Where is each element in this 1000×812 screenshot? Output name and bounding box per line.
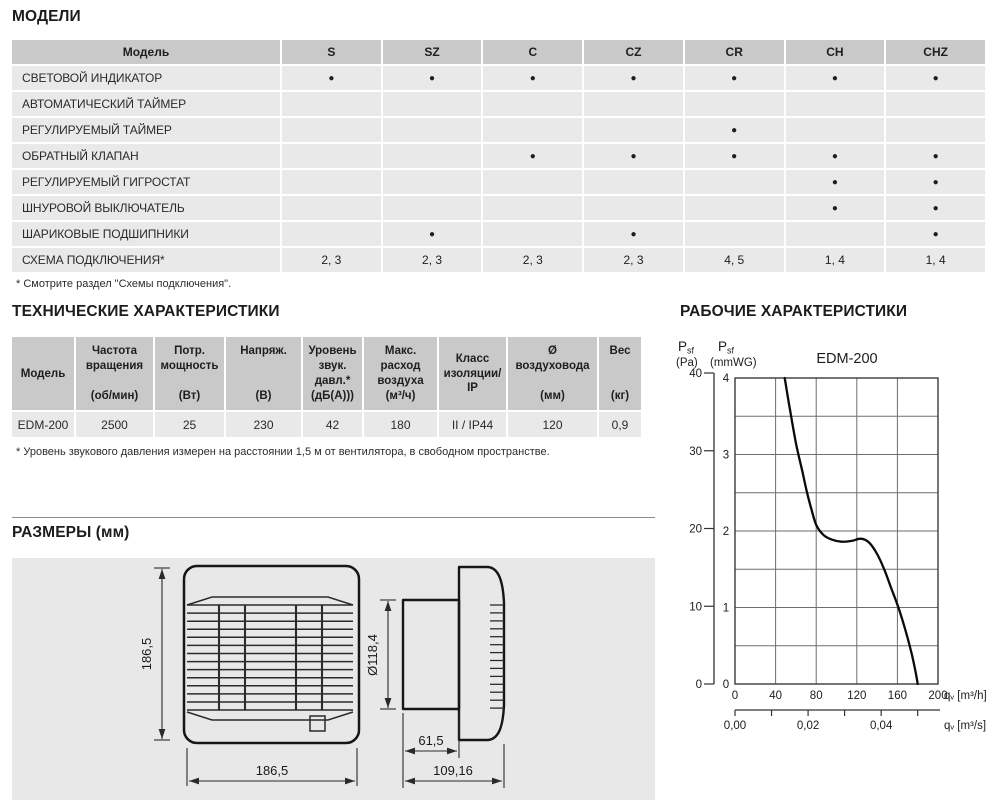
- models-col-header-S: S: [282, 40, 381, 64]
- dim-duct-diameter: [365, 600, 396, 709]
- tech-col-label: Потр. мощность: [160, 345, 219, 372]
- feature-cell: [383, 170, 482, 194]
- models-col-header-C: C: [483, 40, 582, 64]
- x-tick-label: 0: [731, 690, 739, 702]
- tech-footnote: * Уровень звукового давления измерен на расстоянии 1,5 м от вентилятора, в свободном пространстве.: [16, 446, 550, 458]
- feature-dot-cell: ●: [886, 170, 985, 194]
- tech-specs-table: [12, 337, 641, 437]
- feature-dot-cell: ●: [383, 222, 482, 246]
- feature-dot-cell: ●: [886, 222, 985, 246]
- feature-label: ОБРАТНЫЙ КЛАПАН: [12, 144, 280, 168]
- feature-cell: 2, 3: [383, 248, 482, 272]
- mmwg-tick-label: 0: [722, 679, 730, 691]
- sec-x-tick-label: 0,04: [869, 720, 893, 732]
- dimensions-drawing: [12, 558, 655, 800]
- models-footnote: * Смотрите раздел "Схемы подключения".: [16, 278, 232, 290]
- feature-cell: [886, 118, 985, 142]
- models-col-header-CZ: CZ: [584, 40, 683, 64]
- feature-cell: [685, 222, 784, 246]
- switch-square: [310, 716, 325, 731]
- tech-col-label: Частота вращения: [85, 345, 144, 372]
- dimensions-heading: РАЗМЕРЫ (мм): [12, 524, 130, 541]
- chart-title: EDM-200: [816, 351, 878, 367]
- feature-cell: [685, 92, 784, 116]
- feature-dot-cell: ●: [786, 144, 885, 168]
- tech-col-header: [508, 337, 597, 410]
- x-tick-label: 80: [809, 690, 823, 702]
- feature-cell: 1, 4: [886, 248, 985, 272]
- feature-cell: [786, 222, 885, 246]
- tech-col-unit: (об/мин): [90, 390, 139, 403]
- feature-cell: [383, 118, 482, 142]
- tech-value-cell: 180: [364, 412, 437, 437]
- tech-col-header: [439, 337, 506, 410]
- dim-front-height: [139, 568, 170, 740]
- feature-cell: [383, 92, 482, 116]
- pa-tick-label: 20: [689, 523, 702, 536]
- grille-louvers: [187, 605, 353, 710]
- mmwg-tick-label: 4: [722, 373, 730, 385]
- feature-cell: [483, 196, 582, 220]
- tech-col-label: Ø воздуховода: [515, 345, 590, 372]
- y-axis-label-pa: Psf: [678, 339, 695, 356]
- feature-cell: 2, 3: [584, 248, 683, 272]
- feature-label: СХЕМА ПОДКЛЮЧЕНИЯ*: [12, 248, 280, 272]
- feature-cell: [886, 92, 985, 116]
- feature-cell: [282, 144, 381, 168]
- feature-dot-cell: ●: [685, 66, 784, 90]
- feature-cell: [383, 196, 482, 220]
- dim-label-total-depth: 109,16: [433, 763, 473, 778]
- x-tick-label: 120: [847, 690, 867, 702]
- feature-cell: 4, 5: [685, 248, 784, 272]
- feature-dot-cell: ●: [282, 66, 381, 90]
- fan-side-view: [403, 567, 504, 740]
- feature-cell: [483, 92, 582, 116]
- models-col-header-CH: CH: [786, 40, 885, 64]
- feature-cell: [584, 170, 683, 194]
- feature-cell: [584, 118, 683, 142]
- dim-label-duct-length: 61,5: [418, 733, 444, 748]
- feature-cell: [282, 222, 381, 246]
- tech-col-header: [12, 337, 74, 410]
- feature-cell: [282, 118, 381, 142]
- tech-value-cell: 42: [303, 412, 362, 437]
- tech-value-cell: EDM-200: [12, 412, 74, 437]
- feature-label: РЕГУЛИРУЕМЫЙ ГИГРОСТАТ: [12, 170, 280, 194]
- pa-tick-label: 40: [689, 368, 702, 380]
- y-axis-unit-pa: (Pa): [676, 357, 698, 369]
- tech-col-header: [155, 337, 224, 410]
- mmwg-tick-label: 2: [722, 526, 730, 538]
- side-fins: [490, 605, 504, 708]
- feature-dot-cell: ●: [685, 144, 784, 168]
- tech-value-cell: 0,9: [599, 412, 641, 437]
- feature-dot-cell: ●: [483, 66, 582, 90]
- feature-cell: [584, 92, 683, 116]
- tech-col-unit: (м³/ч): [385, 390, 416, 403]
- tech-col-header: [76, 337, 153, 410]
- tech-col-header: [599, 337, 641, 410]
- tech-col-unit: (кг): [610, 390, 630, 403]
- mmwg-tick-label: 1: [722, 602, 730, 615]
- x-tick-label: 40: [769, 690, 782, 702]
- feature-label: СВЕТОВОЙ ИНДИКАТОР: [12, 66, 280, 90]
- x-tick-label: 200: [928, 690, 948, 702]
- fan-front-view: [184, 566, 359, 743]
- sec-x-axis-unit: qᵥ [m³/s]: [944, 720, 987, 732]
- tech-col-label: Класс изоляции/ IP: [443, 352, 502, 395]
- sec-x-tick-label: 0,00: [723, 720, 747, 732]
- tech-value-cell: 2500: [76, 412, 153, 437]
- feature-cell: [685, 170, 784, 194]
- feature-label: РЕГУЛИРУЕМЫЙ ТАЙМЕР: [12, 118, 280, 142]
- feature-dot-cell: ●: [786, 66, 885, 90]
- feature-cell: [483, 170, 582, 194]
- y-axis-unit-mmwg: (mmWG): [710, 357, 757, 369]
- mmwg-tick-label: 3: [722, 449, 730, 462]
- feature-dot-cell: ●: [584, 144, 683, 168]
- sec-x-tick-label: 0,02: [796, 720, 820, 732]
- feature-label: ШНУРОВОЙ ВЫКЛЮЧАТЕЛЬ: [12, 196, 280, 220]
- feature-cell: [383, 144, 482, 168]
- tech-col-unit: (Вт): [178, 390, 201, 403]
- performance-chart: [670, 333, 1000, 755]
- feature-cell: [282, 92, 381, 116]
- feature-dot-cell: ●: [886, 196, 985, 220]
- pa-tick-label: 30: [689, 445, 702, 458]
- tech-col-label: Макс. расход воздуха: [377, 345, 424, 387]
- tech-value-cell: 25: [155, 412, 224, 437]
- tech-col-unit: (дБ(А))): [310, 390, 355, 403]
- feature-cell: [685, 196, 784, 220]
- tech-col-label: Модель: [20, 367, 66, 380]
- feature-dot-cell: ●: [483, 144, 582, 168]
- feature-dot-cell: ●: [584, 222, 683, 246]
- feature-cell: [786, 118, 885, 142]
- feature-label: АВТОМАТИЧЕСКИЙ ТАЙМЕР: [12, 92, 280, 116]
- feature-dot-cell: ●: [786, 196, 885, 220]
- feature-dot-cell: ●: [886, 66, 985, 90]
- feature-dot-cell: ●: [584, 66, 683, 90]
- feature-dot-cell: ●: [383, 66, 482, 90]
- x-tick-label: 160: [887, 690, 907, 702]
- feature-cell: 2, 3: [282, 248, 381, 272]
- tech-value-cell: II / IP44: [439, 412, 506, 437]
- section-divider: [12, 517, 655, 518]
- tech-col-label: Напряж.: [240, 345, 287, 357]
- feature-cell: [483, 118, 582, 142]
- tech-col-header: [226, 337, 301, 410]
- models-heading: МОДЕЛИ: [12, 8, 81, 25]
- feature-cell: [282, 170, 381, 194]
- models-col-header-SZ: SZ: [383, 40, 482, 64]
- models-col-header-feature: Модель: [12, 40, 280, 64]
- feature-dot-cell: ●: [886, 144, 985, 168]
- feature-dot-cell: ●: [786, 170, 885, 194]
- models-feature-table: [12, 40, 985, 272]
- tech-value-cell: 230: [226, 412, 301, 437]
- tech-col-header: [364, 337, 437, 410]
- dimensions-svg: [12, 558, 655, 800]
- feature-cell: [786, 92, 885, 116]
- feature-cell: 2, 3: [483, 248, 582, 272]
- pa-tick-label: 0: [695, 679, 702, 691]
- tech-col-header: [303, 337, 362, 410]
- feature-dot-cell: ●: [685, 118, 784, 142]
- feature-cell: 1, 4: [786, 248, 885, 272]
- tech-col-label: Уровень звук. давл.*: [308, 345, 357, 387]
- dim-label-front-width: 186,5: [255, 763, 289, 778]
- tech-heading: ТЕХНИЧЕСКИЕ ХАРАКТЕРИСТИКИ: [12, 303, 280, 320]
- feature-cell: [282, 196, 381, 220]
- models-col-header-CR: CR: [685, 40, 784, 64]
- feature-label: ШАРИКОВЫЕ ПОДШИПНИКИ: [12, 222, 280, 246]
- dim-front-width: [187, 748, 357, 786]
- models-col-header-CHZ: CHZ: [886, 40, 985, 64]
- tech-col-label: Вес: [609, 345, 631, 357]
- x-axis-unit: qᵥ [m³/h]: [944, 690, 987, 702]
- dim-label-duct-diameter: Ø118,4: [365, 634, 380, 676]
- tech-col-unit: (мм): [540, 390, 565, 403]
- feature-cell: [584, 196, 683, 220]
- y-axis-label-mmwg: Psf: [718, 339, 735, 356]
- tech-col-unit: (В): [255, 390, 272, 403]
- feature-cell: [483, 222, 582, 246]
- pa-tick-label: 10: [689, 601, 702, 614]
- performance-heading: РАБОЧИЕ ХАРАКТЕРИСТИКИ: [680, 303, 908, 320]
- tech-value-cell: 120: [508, 412, 597, 437]
- dim-label-front-height: 186,5: [139, 637, 154, 671]
